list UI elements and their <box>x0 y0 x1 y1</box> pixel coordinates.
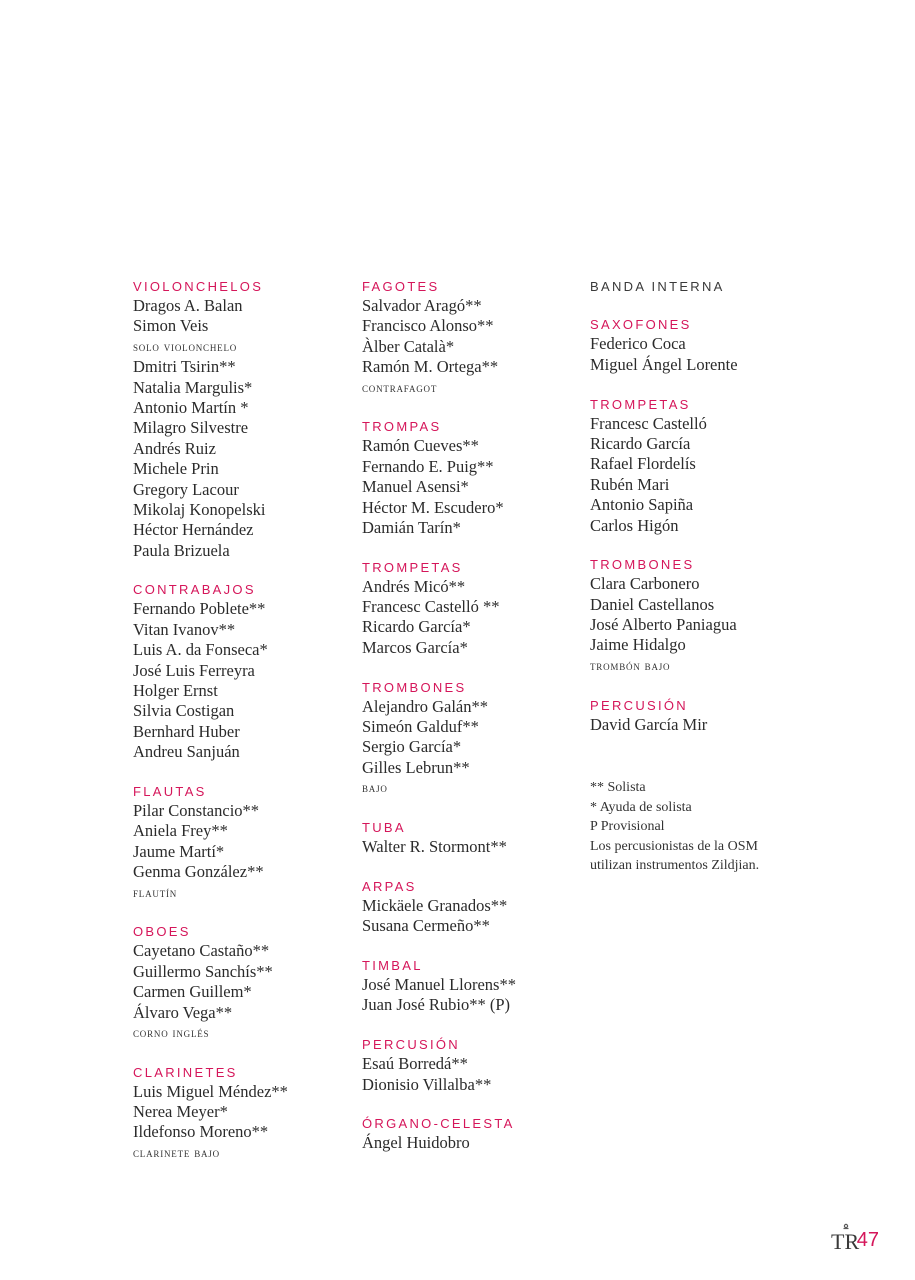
musician-name: Rubén Mari <box>590 474 670 494</box>
legend-note: utilizan instrumentos Zildjian. <box>590 858 760 874</box>
musician-name: Andrés Ruiz <box>133 438 216 458</box>
section <box>362 679 577 799</box>
section-title: TIMBAL <box>362 957 423 973</box>
section <box>133 923 348 1043</box>
section-title: TROMPETAS <box>590 396 691 412</box>
musician-name: Carmen Guillem* <box>133 982 252 1002</box>
musician-name: Simon Veis <box>133 316 209 336</box>
role-label: trombón bajo <box>590 657 671 673</box>
musician-name: Gregory Lacour <box>133 479 239 499</box>
musician-name: Antonio Martín * <box>133 397 249 417</box>
column-1 <box>133 278 348 1184</box>
section-title: FAGOTES <box>362 279 440 294</box>
musician-name: Silvia Costigan <box>133 701 235 721</box>
musician-name: Luis A. da Fonseca* <box>133 640 268 660</box>
role-label: flautín <box>133 884 178 900</box>
musician-name: Daniel Castellanos <box>590 594 715 614</box>
musician-name: Mikolaj Konopelski <box>133 499 266 519</box>
section-title: TROMPAS <box>362 419 442 435</box>
musician-name: Holger Ernst <box>133 681 218 701</box>
musician-name: Susana Cermeño** <box>362 916 490 936</box>
section-title: ARPAS <box>362 878 417 894</box>
musician-name: Álvaro Vega** <box>133 1002 233 1022</box>
musician-name: Clara Carbonero <box>590 574 700 594</box>
section <box>362 1115 577 1153</box>
musician-name: David García Mir <box>590 714 708 734</box>
musician-name: Àlber Català* <box>362 336 455 356</box>
section-title: TUBA <box>362 819 406 835</box>
section <box>133 581 348 762</box>
musician-name: Jaime Hidalgo <box>590 635 686 655</box>
column-3 <box>590 278 850 876</box>
musician-name: Dmitri Tsirin** <box>133 357 236 377</box>
musician-name: Genma González** <box>133 862 264 882</box>
legend-note: Los percusionistas de la OSM <box>590 838 758 854</box>
section <box>362 957 577 1016</box>
section-title: CONTRABAJOS <box>133 582 256 598</box>
musician-name: Fernando E. Puig** <box>362 456 494 476</box>
section-title: TROMBONES <box>590 557 695 573</box>
musician-name: Ricardo García* <box>362 617 471 637</box>
musician-name: Andreu Sanjuán <box>133 742 240 762</box>
musician-name: Bernhard Huber <box>133 721 240 741</box>
section-title: VIOLONCHELOS <box>133 279 264 294</box>
column-2 <box>362 278 577 1174</box>
musician-name: Luis Miguel Méndez** <box>133 1081 288 1101</box>
musician-name: Francesc Castelló ** <box>362 597 500 617</box>
section-title: FLAUTAS <box>133 783 207 799</box>
musician-name: Francisco Alonso** <box>362 316 494 336</box>
section-title: TROMPETAS <box>362 559 463 575</box>
musician-name: Vitan Ivanov** <box>133 619 236 639</box>
musician-name: Aniela Frey** <box>133 821 228 841</box>
section <box>362 1036 577 1095</box>
section-title: TROMBONES <box>362 679 467 695</box>
section <box>590 396 850 536</box>
musician-name: José Manuel Llorens** <box>362 974 516 994</box>
musician-name: Federico Coca <box>590 334 686 354</box>
section <box>362 418 577 538</box>
musician-name: Milagro Silvestre <box>133 418 249 438</box>
musician-name: Simeón Galduf** <box>362 717 479 737</box>
musician-name: Ramón Cueves** <box>362 436 479 456</box>
section-title: ÓRGANO-CELESTA <box>362 1116 515 1132</box>
section <box>362 559 577 659</box>
page-number: 47 <box>856 1229 879 1251</box>
musician-name: Dionisio Villalba** <box>362 1074 492 1094</box>
musician-name: Pilar Constancio** <box>133 800 260 820</box>
musician-name: Nerea Meyer* <box>133 1102 228 1122</box>
legend-note: ** Solista <box>590 780 646 796</box>
musician-name: Antonio Sapiña <box>590 495 694 515</box>
musician-name: Gilles Lebrun** <box>362 757 470 777</box>
musician-name: Guillermo Sanchís** <box>133 961 273 981</box>
musician-name: Damián Tarín* <box>362 517 461 537</box>
section <box>590 278 850 296</box>
section <box>590 556 850 676</box>
musician-name: Dragos A. Balan <box>133 296 243 315</box>
musician-name: Carlos Higón <box>590 515 679 535</box>
legend-note: * Ayuda de solista <box>590 799 692 815</box>
musician-name: Esaú Borredá** <box>362 1054 468 1074</box>
section-title: OBOES <box>133 924 191 940</box>
musician-name: José Alberto Paniagua <box>590 615 737 635</box>
section <box>362 278 577 398</box>
musician-name: Michele Prin <box>133 459 219 479</box>
musician-name: Mickäele Granados** <box>362 895 508 915</box>
musician-name: Héctor Hernández <box>133 520 254 540</box>
musician-name: Salvador Aragó** <box>362 296 482 315</box>
role-label: clarinete bajo <box>133 1144 220 1160</box>
musician-name: Ramón M. Ortega** <box>362 357 499 377</box>
musician-name: Héctor M. Escudero* <box>362 497 504 517</box>
teatro-real-logo-icon <box>830 1222 859 1254</box>
musician-name: Rafael Flordelís <box>590 454 696 474</box>
section <box>590 316 850 375</box>
section-title: SAXOFONES <box>590 317 692 333</box>
musician-name: José Luis Ferreyra <box>133 660 255 680</box>
section <box>133 278 348 561</box>
section-title: PERCUSIÓN <box>590 697 688 713</box>
musician-name: Sergio García* <box>362 737 462 757</box>
section <box>362 878 577 937</box>
section-title: CLARINETES <box>133 1064 238 1080</box>
role-label: solo violonchelo <box>133 338 238 354</box>
musician-name: Natalia Margulis* <box>133 377 253 397</box>
section <box>133 1064 348 1164</box>
musician-name: Jaume Martí* <box>133 841 225 861</box>
legend-notes <box>590 778 850 876</box>
musician-name: Alejandro Galán** <box>362 696 488 716</box>
musician-name: Juan José Rubio** (P) <box>362 995 511 1015</box>
legend-note: P Provisional <box>590 819 665 835</box>
musician-name: Ildefonso Moreno** <box>133 1122 269 1142</box>
section-title: PERCUSIÓN <box>362 1037 460 1053</box>
musician-name: Fernando Poblete** <box>133 599 266 619</box>
musician-name: Cayetano Castaño** <box>133 941 270 961</box>
musician-name: Andrés Micó** <box>362 576 466 596</box>
role-label: corno inglés <box>133 1024 210 1040</box>
logo-text: TR <box>830 1229 859 1254</box>
musician-name: Miguel Ángel Lorente <box>590 354 738 374</box>
section <box>133 783 348 903</box>
section <box>590 697 850 735</box>
musician-name: Ángel Huidobro <box>362 1133 470 1153</box>
section-title: BANDA INTERNA <box>590 279 725 294</box>
musician-name: Francesc Castelló <box>590 413 707 433</box>
role-label: contrafagot <box>362 379 438 395</box>
musician-name: Ricardo García <box>590 433 691 453</box>
musician-name: Marcos García* <box>362 637 468 657</box>
musician-name: Manuel Asensi* <box>362 477 469 497</box>
musician-name: Walter R. Stormont** <box>362 836 507 856</box>
role-label: bajo <box>362 780 388 796</box>
section <box>362 819 577 857</box>
musician-name: Paula Brizuela <box>133 540 230 560</box>
page-footer <box>831 1222 879 1252</box>
